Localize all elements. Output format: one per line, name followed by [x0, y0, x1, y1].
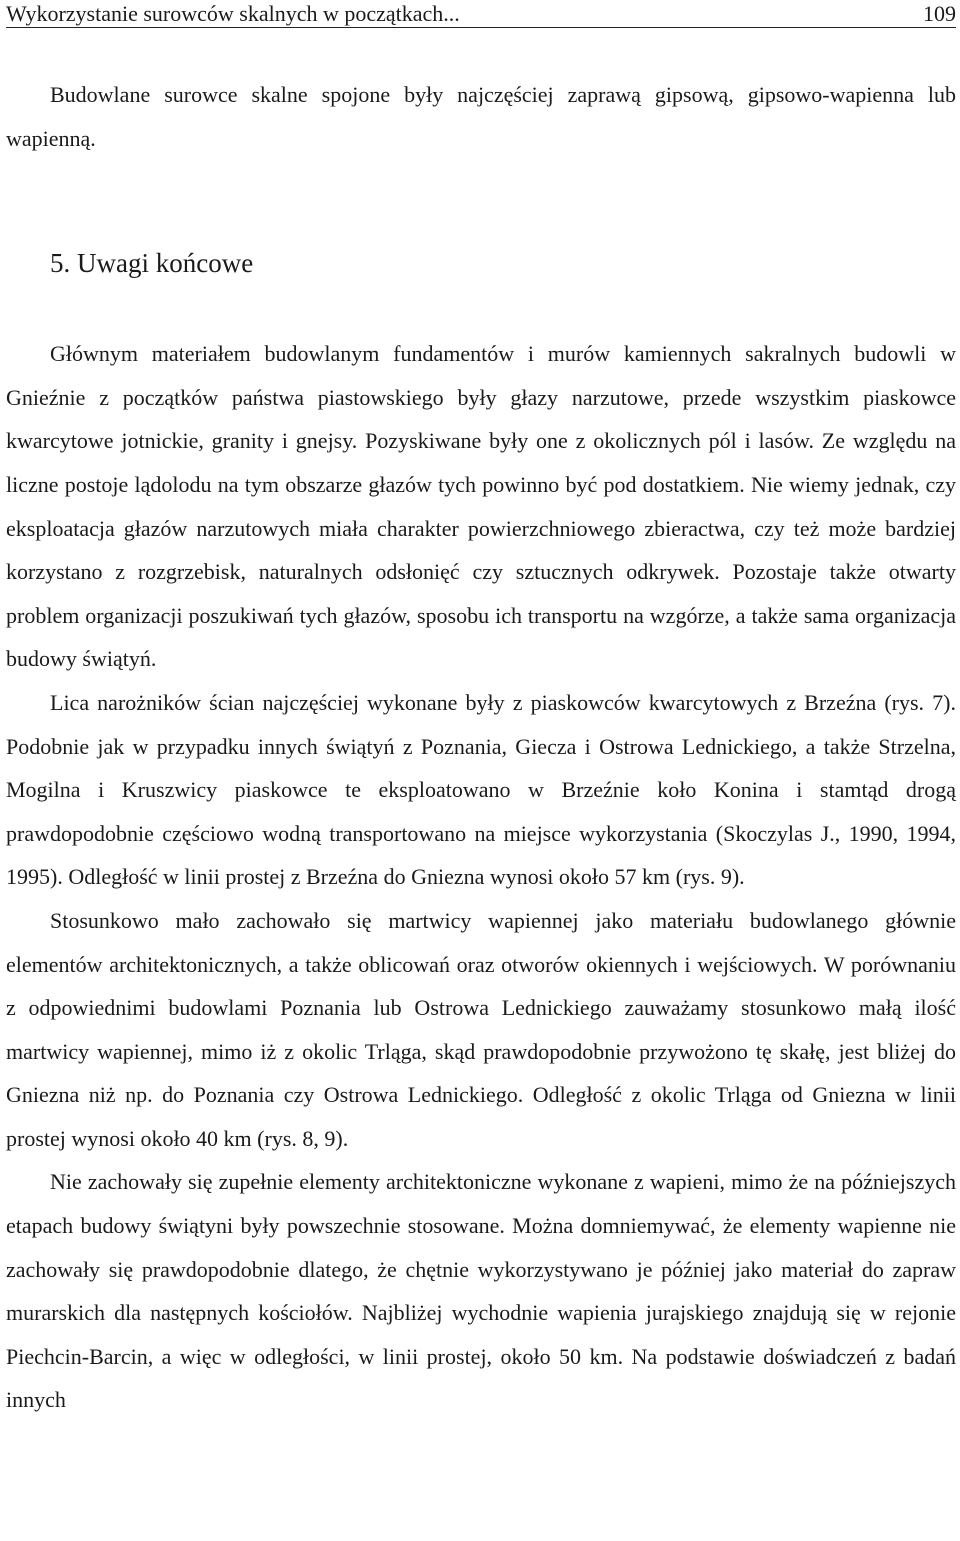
paragraph-calcareous-tufa: Stosunkowo mało zachowało się martwicy wapiennej jako materiału budowlanego głównie elementów architektonicznych, a także oblicowań oraz otworów okiennych i wejściowych. W porównaniu z odpowiednimi budowlami Poznania lub Ostrowa Lednickiego zauważamy stosunkowo małą ilość martwicy wapiennej, mimo iż z okolic Trląga, skąd prawdopodobnie przywożono tę skałę, jest bliżej do Gniezna niż np. do Poznania czy Ostrowa Lednickiego. Odległość z okolic Trląga od Gniezna w linii prostej wynosi około 40 km (rys. 8, 9). — [6, 907, 956, 1151]
paragraph-sandstone-brzezno: Lica narożników ścian najczęściej wykonane były z piaskowców kwarcytowych z Brzeźna (rys. 7). Podobnie jak w przypadku innych świątyń z Poznania, Giecza i Ostrowa Lednickiego, a także Strzelna, Mogilna i Kruszwicy piaskowce te eksploatowano w Brzeźnie koło Konina i stamtąd drogą prawdopodobnie częściowo wodną transportowano na miejsce wykorzystania (Skoczylas J., 1990, 1994, 1995). Odległość w linii prostej z Brzeźna do Gniezna wynosi około 57 km (rys. 9). — [6, 689, 956, 890]
page-number: 109 — [923, 1, 956, 26]
section-heading: 5. Uwagi końcowe — [50, 248, 254, 279]
running-title: Wykorzystanie surowców skalnych w początkach... — [6, 1, 460, 26]
running-header — [6, 0, 956, 28]
page — [6, 0, 956, 1422]
paragraph-mortar: Budowlane surowce skalne spojone były najczęściej zaprawą gipsową, gipsowo-wapienna lub wapienną. — [6, 82, 956, 151]
paragraph-erratic-boulders: Głównym materiałem budowlanym fundamentów i murów kamiennych sakralnych budowli w Gnieźnie z początków państwa piastowskiego były głazy narzutowe, przede wszystkim piaskowce kwarcytowe jotnickie, granity i gnejsy. Pozyskiwane były one z okolicznych pól i lasów. Ze względu na liczne postoje lądolodu na tym obszarze głazów tych powinno być pod dostatkiem. Nie wiemy jednak, czy eksploatacja głazów narzutowych miała charakter powierzchniowego zbieractwa, czy też może bardziej korzystano z rozgrzebisk, naturalnych odsłonięć czy sztucznych odkrywek. Pozostaje także otwarty problem organizacji poszukiwań tych głazów, sposobu ich transportu na wzgórze, a także sama organizacja budowy świątyń. — [6, 341, 956, 672]
paragraph-limestone: Nie zachowały się zupełnie elementy architektoniczne wykonane z wapieni, mimo że na późniejszych etapach budowy świątyni były powszechnie stosowane. Można domniemywać, że elementy wapienne nie zachowały się prawdopodobnie dlatego, że chętnie wykorzystywano je później jako materiał do zapraw murarskich dla następnych kościołów. Najbliżej wychodnie wapienia jurajskiego znajdują się w rejonie Piechcin-Barcin, a więc w odległości, w linii prostej, około 50 km. Na podstawie doświadczeń z badań innych — [6, 1169, 956, 1413]
